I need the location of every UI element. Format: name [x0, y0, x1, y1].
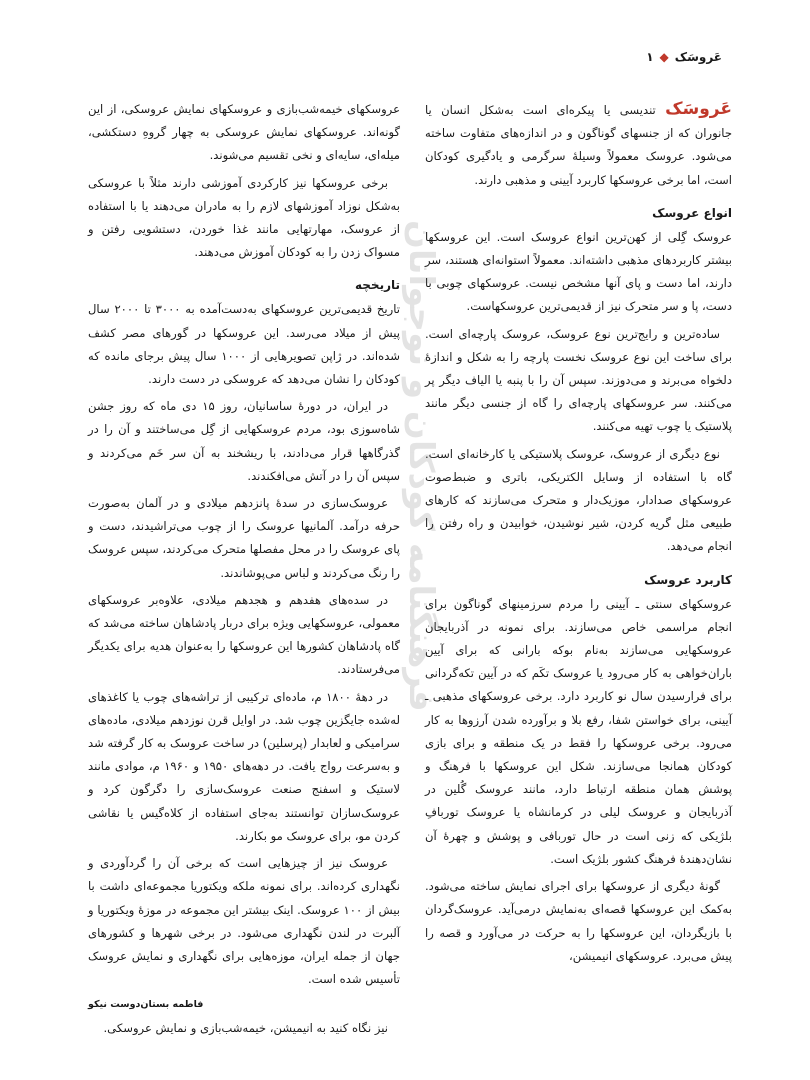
page-header	[646, 50, 722, 64]
entry-intro	[425, 98, 732, 192]
paragraph: نوع دیگری از عروسک، عروسک پلاستیکی یا کارخانه‌ای است. گاه با استفاده از وسایل الکتریکی، باتری و ضبط‌صوت عروسکهای صدادار، موزیک‌دار و متحرک می‌سازند که کارهای طبیعی مثل گریه کردن، شیر نوشیدن، خوابیدن و راه رفتن را انجام می‌دهد.	[425, 446, 732, 554]
paragraph: در دههٔ ۱۸۰۰ م، ماده‌ای ترکیبی از تراشه‌های چوب یا کاغذهای له‌شده جایگزین چوب شد. در اوایل قرن نوزدهم میلادی، ماده‌های سرامیکی و لعابدار (پرسلین) در ساخت عروسک به کار گرفته شد و به‌سرعت رواج یافت. در دهه‌های ۱۹۵۰ و ۱۹۶۰ م، موادی مانند لاستیک و اسفنج صنعت عروسک‌سازی را دگرگون کرد و عروسک‌سازان توانستند به‌جای استفاده از کلاه‌گیس یا نقاشی کردن مو، برای عروسک مو بکارند.	[88, 689, 400, 843]
paragraph: ساده‌ترین و رایج‌ترین نوع عروسک، عروسک پارچه‌ای است. برای ساخت این نوع عروسک نخست پارچه را به شکل و اندازهٔ دلخواه می‌برند و می‌دوزند. سپس آن را با پنبه یا الیاف دیگر پر می‌کنند. سر عروسکهای پارچه‌ای را گاه از جنسی دیگر مانند پلاستیک یا چوب تهیه می‌کنند.	[425, 326, 732, 434]
see-also: نیز نگاه کنید به انیمیشن، خیمه‌شب‌بازی و نمایش عروسکی.	[103, 1020, 388, 1035]
left-column	[88, 98, 400, 1044]
page-number: ۱	[646, 50, 654, 64]
paragraph: تاریخ قدیمی‌ترین عروسکهای به‌دست‌آمده به ۳۰۰۰ تا ۲۰۰۰ سال پیش از میلاد می‌رسد. این عروسکها در گورهای مصر کشف شده‌اند. در ژاپن تصویرهایی از ۱۰۰۰ سال پیش برجای مانده که کودکان را نشان می‌دهد که عروسکی در دست دارند.	[88, 302, 400, 387]
paragraph: در ایران، در دورهٔ ساسانیان، روز ۱۵ دی ماه که روز جشن شاه‌سوزی بود، مردم عروسکهایی از گِل می‌ساختند و آن را در گذرگاهها قرار می‌دادند، با ریشخند به آن سر خَم می‌کردند و سپس آن را در آتش می‌افکندند.	[88, 399, 400, 483]
watermark-text: فرهنگنامه کودکان و نوجوانان	[401, 220, 441, 712]
paragraph: عروسکهای خیمه‌شب‌بازی و عروسکهای نمایش عروسکی، از این گونه‌اند. عروسکهای نمایش عروسکی به چهار گروهِ دستکشی، میله‌ای، سایه‌ای و نخی تقسیم می‌شوند.	[88, 102, 400, 163]
intro-text: تندیسی یا پیکره‌ای است به‌شکل انسان یا جانوران که از جنسهای گوناگون و در اندازه‌های متفاوت ساخته می‌شود. عروسک معمولاً وسیلهٔ سرگرمی و یادگیری کودکان است، اما برخی عروسکها کاربرد آیینی و مذهبی دارند.	[425, 103, 732, 187]
heading-types: انواع عروسک	[652, 205, 732, 220]
diamond-bullet-icon: ◆	[659, 50, 669, 64]
paragraph: در سده‌های هفدهم و هجدهم میلادی، علاوه‌بر عروسکهای معمولی، عروسکهایی ویژه برای دربار پادشاهان ساخته می‌شد که گاه پادشاهان کشورها این عروسکها را به‌عنوان هدیه برای یکدیگر می‌فرستادند.	[88, 592, 400, 677]
heading-history: تاریخچه	[355, 278, 400, 293]
paragraph: عروسک‌سازی در سدهٔ پانزدهم میلادی و در آلمان به‌صورت حرفه درآمد. آلمانیها عروسک را از چوب می‌تراشیدند، دست و پای عروسک را در محل مفصلها متحرک می‌کردند، سپس عروسک را رنگ می‌کردند و لباس می‌پوشاندند.	[88, 496, 400, 580]
heading-use: کاربرد عروسک	[644, 572, 732, 587]
paragraph: عروسکهای سنتی ـ آیینی را مردم سرزمینهای گوناگون برای انجام مراسمی خاص می‌سازند. برای نمونه در آذربایجان عروسکهایی می‌سازند به‌نام بوکه بارانی که برای آیین باران‌خواهی به کار می‌رود یا عروسک تکَم که در آیین تکه‌گردانی برای فرارسیدن سال نو کاربرد دارد. برخی عروسکهای مذهبی ـ آیینی، برای خواستن شفا، رفع بلا و برآورده شدن آرزوها به کار می‌رود. برخی عروسکها را فقط در یک منطقه و برای بازی کودکان همانجا می‌سازند. شکل این عروسکها با فرهنگ و پوشش همان منطقه ارتباط دارد، مانند عروسک گُلین در آذربایجان و عروسک لیلی در کرمانشاه یا عروسک توربافِ بلژیکی که زنی است در حال توربافی و پوشش و چهرهٔ آن نشان‌دهندهٔ فرهنگ کشور بلژیک است.	[425, 596, 732, 866]
author-credit: فاطمه بستان‌دوست نیکو	[88, 999, 204, 1011]
right-column	[425, 98, 732, 972]
paragraph: عروسک نیز از چیزهایی است که برخی آن را گردآوردی و نگهداری کرده‌اند. برای نمونه ملکه ویکتوریا مجموعه‌ای داشت با بیش از ۱۰۰ عروسک. اینک بیشتر این مجموعه در موزهٔ ویکتوریا و آلبرت در لندن نگهداری می‌شود. در برخی شهرها و کشورهای جهان از جمله ایران، موزه‌هایی برای نگهداری و نمایش عروسک تأسیس شده است.	[88, 856, 400, 987]
paragraph: گونهٔ دیگری از عروسکها برای اجرای نمایش ساخته می‌شود. به‌کمک این عروسکها قصه‌ای به‌نمایش درمی‌آید. عروسک‌گردان با بازیگردان، این عروسکها را به حرکت در می‌آورد و قصه را پیش می‌برد. عروسکهای انیمیشن،	[425, 879, 732, 963]
paragraph: برخی عروسکها نیز کارکردی آموزشی دارند مثلاً با عروسکی به‌شکل نوزاد آموزشهای لازم را به مادران می‌دهند یا با استفاده از عروسک، مهارتهایی مانند غذا خوردن، دستشویی رفتن و مسواک زدن را به کودکان آموزش می‌دهند.	[88, 175, 400, 260]
paragraph: عروسک گِلی از کهن‌ترین انواع عروسک است. این عروسکها بیشتر کاربردهای مذهبی داشته‌اند. معمولاً استوانه‌ای هستند، سر دارند، اما دست و پای آنها مشخص نیست. عروسکهای چوبی با دست، پا و سر متحرک نیز از قدیمی‌ترین عروسکهاست.	[425, 229, 732, 314]
running-title: عَروسَک	[674, 50, 722, 64]
entry-title: عَروسَک	[665, 99, 732, 119]
